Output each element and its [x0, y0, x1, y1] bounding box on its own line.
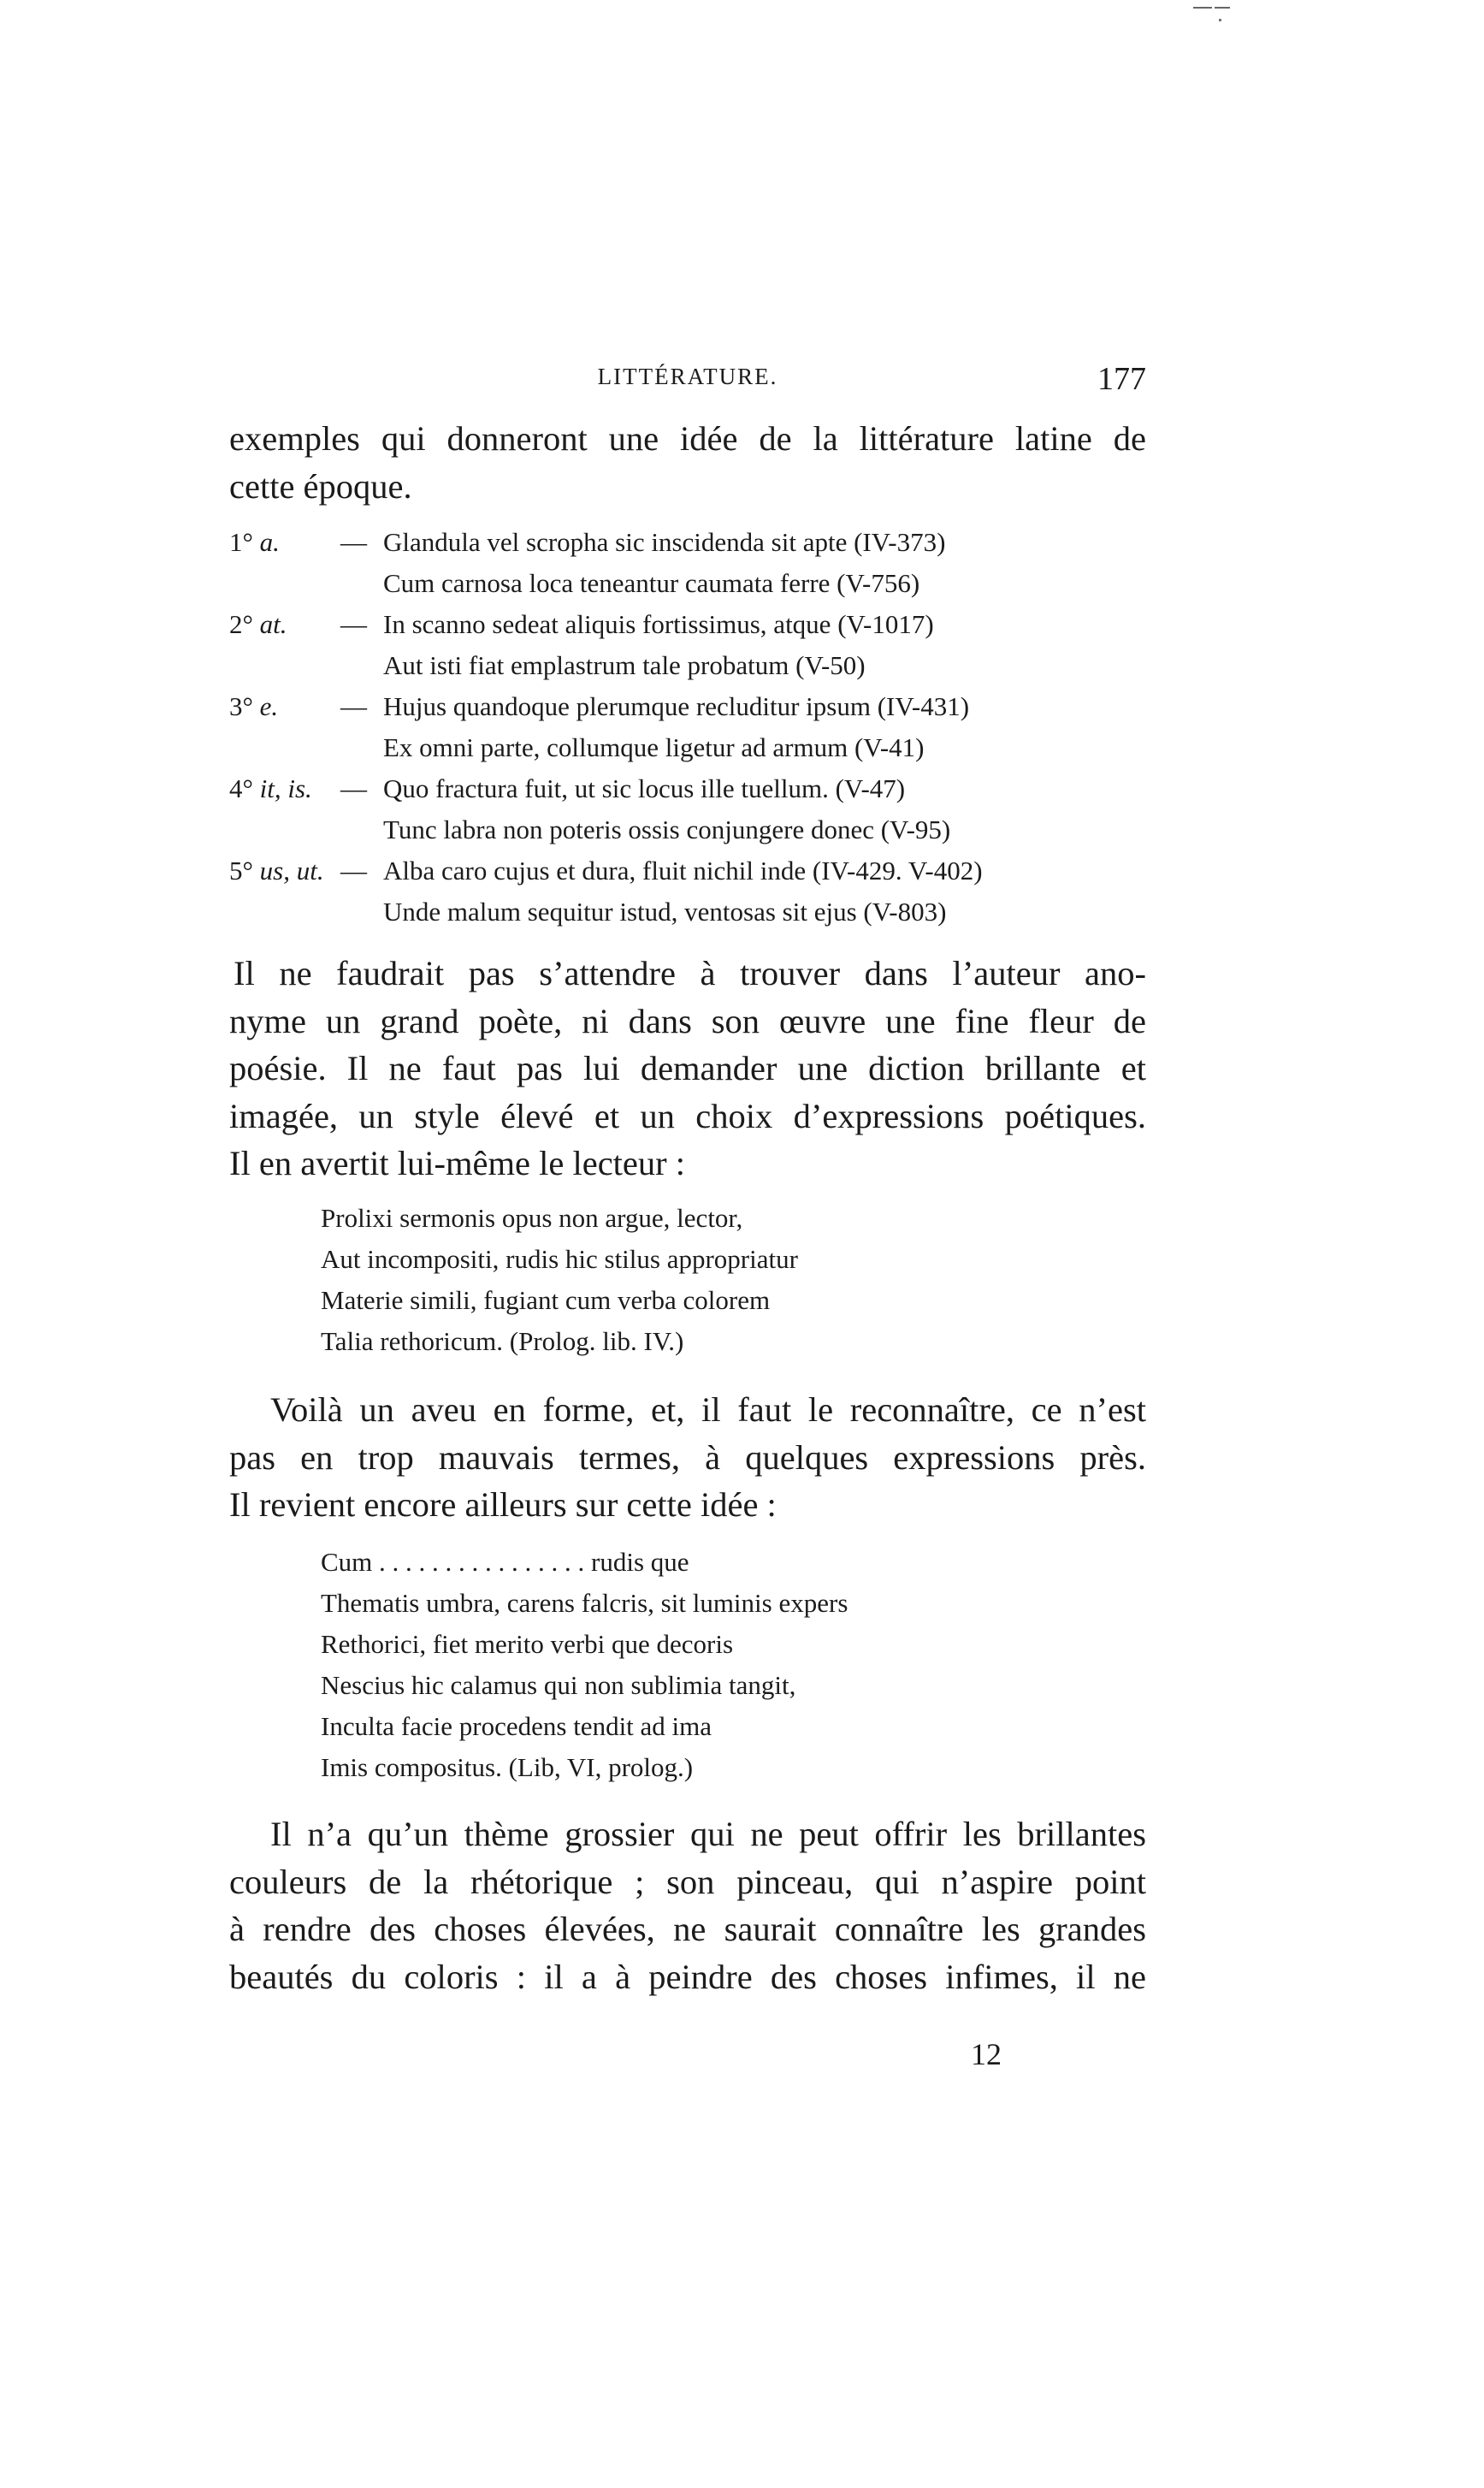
verse: Hujus quandoque plerumque recluditur ipsum (IV-431) [383, 691, 970, 721]
quote-line: Talia rethoricum. (Prolog. lib. IV.) [321, 1326, 684, 1356]
page-number: 177 [1097, 361, 1146, 397]
quote-line: Prolixi sermonis opus non argue, lector, [321, 1203, 743, 1233]
example-row [229, 522, 1146, 563]
verse: Glandula vel scropha sic inscidenda sit apte (IV-373) [383, 527, 946, 557]
example-row [229, 686, 1146, 727]
text-line: poésie. Il ne faut pas lui demander une diction brillante et [229, 1049, 1146, 1087]
scan-mark [1193, 7, 1212, 9]
scan-mark [1215, 7, 1230, 9]
example-row [229, 645, 1146, 686]
text-line: pas en trop mauvais termes, à quelques expressions près. [229, 1437, 1146, 1477]
quote-line: Inculta facie procedens tendit ad ima [321, 1711, 712, 1741]
example-row [229, 727, 1146, 768]
quote-line: Aut incompositi, rudis hic stilus appropriatur [321, 1244, 798, 1274]
quote-line: Materie simili, fugiant cum verba colorem [321, 1285, 771, 1315]
quote-line: Nescius hic calamus qui non sublimia tangit, [321, 1670, 796, 1700]
quote-line: Thematis umbra, carens falcris, sit luminis expers [321, 1588, 848, 1618]
intro-paragraph [229, 415, 1146, 510]
page-header [229, 361, 1146, 415]
example-row [229, 892, 1146, 933]
verse: Ex omni parte, collumque ligetur ad armum (V-41) [383, 732, 925, 762]
text-line: exemples qui donneront une idée de la littérature latine de [229, 419, 1146, 458]
text-line: Il n’a qu’un thème grossier qui ne peut offrir les brillantes [270, 1815, 1146, 1853]
example-row [229, 850, 1146, 892]
text-line: cette époque. [229, 466, 412, 506]
text-line: nyme un grand poète, ni dans son œuvre une fine fleur de [229, 1001, 1146, 1040]
latin-quote [321, 1198, 919, 1362]
verse: Cum carnosa loca teneantur caumata ferre (V-756) [383, 568, 920, 598]
example-row [229, 563, 1146, 604]
em-dash: — [340, 609, 367, 639]
text-line: couleurs de la rhétorique ; son pinceau, qui n’aspire point [229, 1862, 1146, 1901]
running-title: LITTÉRATURE. [597, 364, 778, 389]
text-line: Il en avertit lui-même le lecteur : [229, 1144, 686, 1182]
example-number: 2° at. [229, 609, 287, 639]
body-paragraph [229, 950, 1146, 1188]
example-row [229, 604, 1146, 645]
example-verses [229, 522, 1146, 933]
verse: Tunc labra non poteris ossis conjungere donec (V-95) [383, 815, 951, 844]
example-row [229, 809, 1146, 850]
scan-mark [1219, 19, 1221, 21]
text-line: beautés du coloris : il a à peindre des choses infimes, il ne [229, 1957, 1146, 1996]
latin-quote [321, 1542, 919, 1788]
quote-line: Imis compositus. (Lib, VI, prolog.) [321, 1752, 694, 1782]
example-number: 3° e. [229, 691, 279, 721]
verse: Quo fractura fuit, ut sic locus ille tuellum. (V-47) [383, 773, 906, 803]
example-number: 1° a. [229, 527, 280, 557]
example-number: 5° us, ut. [229, 856, 324, 886]
text-line: Il revient encore ailleurs sur cette idée : [229, 1485, 777, 1524]
example-row [229, 768, 1146, 809]
body-paragraph [229, 1810, 1146, 2000]
verse: Alba caro cujus et dura, fluit nichil inde (IV-429. V-402) [383, 856, 983, 886]
text-line: Voilà un aveu en forme, et, il faut le reconnaître, ce n’est [270, 1390, 1146, 1429]
text-line: imagée, un style élevé et un choix d’expressions poétiques. [229, 1096, 1146, 1135]
em-dash: — [340, 773, 367, 803]
em-dash: — [340, 856, 367, 886]
verse: Unde malum sequitur istud, ventosas sit ejus (V-803) [383, 897, 947, 927]
quote-line: Cum . . . . . . . . . . . . . . . . rudis que [321, 1547, 689, 1577]
verse: In scanno sedeat aliquis fortissimus, atque (V-1017) [383, 609, 934, 639]
signature-mark: 12 [971, 2037, 1002, 2071]
em-dash: — [340, 527, 367, 557]
text-line: Il ne faudrait pas s’attendre à trouver dans l’auteur ano- [234, 954, 1146, 992]
body-paragraph [229, 1386, 1146, 1529]
quote-line: Rethorici, fiet merito verbi que decoris [321, 1629, 734, 1659]
em-dash: — [340, 691, 367, 721]
text-line: à rendre des choses élevées, ne saurait connaître les grandes [229, 1910, 1146, 1948]
verse: Aut isti fiat emplastrum tale probatum (V-50) [383, 650, 866, 680]
example-number: 4° it, is. [229, 773, 312, 803]
